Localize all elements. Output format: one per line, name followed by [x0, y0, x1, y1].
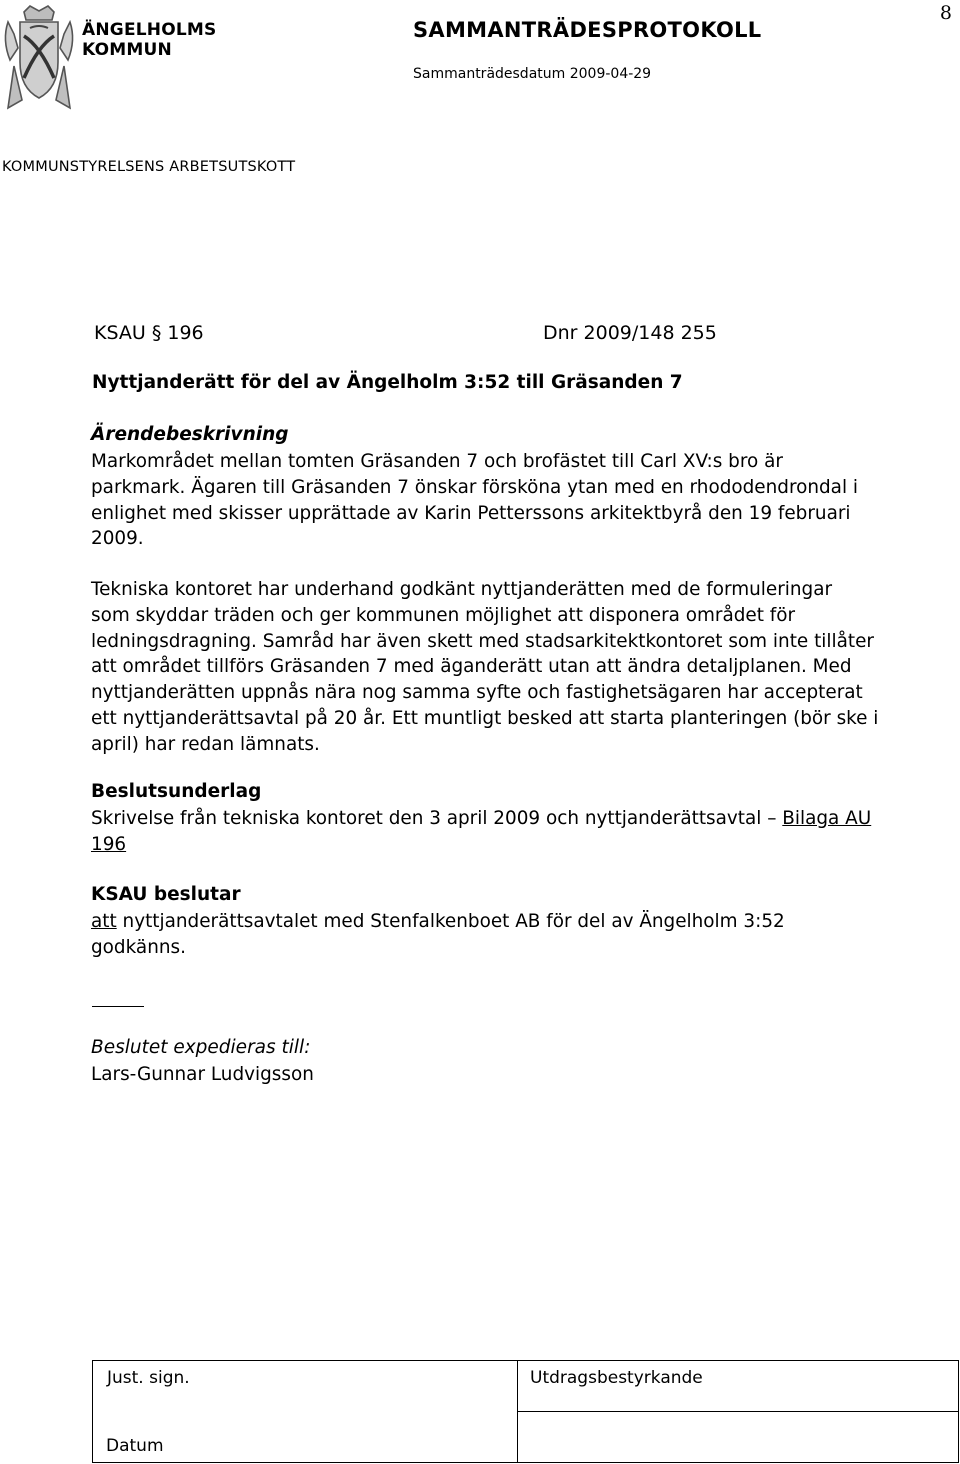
basis-description: Skrivelse från tekniska kontoret den 3 april 2009 och nyttjanderättsavtal –: [91, 808, 783, 829]
document-title: SAMMANTRÄDESPROTOKOLL: [413, 18, 762, 42]
decision-text: [91, 909, 785, 961]
logo-text-line2: KOMMUN: [82, 40, 172, 60]
case-reference: KSAU § 196: [94, 322, 204, 344]
certified-label: Utdragsbestyrkande: [530, 1368, 703, 1388]
text-line: att området tillförs Gräsanden 7 med äganderätt utan att ändra detaljplanen. Med: [91, 656, 852, 678]
text-line: nyttjanderätten uppnås nära nog samma syfte och fastighetsägaren har accepterat: [91, 682, 863, 704]
just-sign-label: Just. sign.: [107, 1368, 190, 1388]
decision-line-2: godkänns.: [91, 936, 186, 958]
coat-of-arms-icon: [0, 4, 78, 114]
separator-line: [92, 1006, 144, 1007]
certified-cell: [518, 1361, 959, 1412]
signature-table: [92, 1360, 959, 1463]
diary-number: Dnr 2009/148 255: [543, 322, 717, 344]
att-keyword: att: [91, 911, 117, 932]
basis-heading: Beslutsunderlag: [91, 781, 262, 802]
attachment-reference-number: 196: [91, 833, 127, 855]
municipality-logo: [0, 4, 217, 114]
distribution-heading: Beslutet expedieras till:: [91, 1037, 311, 1058]
committee-name: KOMMUNSTYRELSENS ARBETSUTSKOTT: [2, 159, 296, 175]
text-line: ett nyttjanderättsavtal på 20 år. Ett muntligt besked att starta planteringen (bör ske i: [91, 707, 879, 729]
text-line: som skyddar träden och ger kommunen möjlighet att disponera området för: [91, 604, 796, 626]
logo-text-line1: ÄNGELHOLMS: [82, 20, 217, 40]
text-line: Markområdet mellan tomten Gräsanden 7 och brofästet till Carl XV:s bro är: [91, 451, 783, 472]
attachment-reference: Bilaga AU: [782, 808, 872, 829]
description-heading: Ärendebeskrivning: [91, 424, 289, 445]
text-line: Tekniska kontoret har underhand godkänt nyttjanderätten med de formuleringar: [91, 579, 833, 600]
date-label: Datum: [106, 1436, 164, 1456]
description-paragraph-1: [91, 449, 858, 552]
text-line: 2009.: [91, 528, 144, 550]
decision-line-1: nyttjanderättsavtalet med Stenfalkenboet AB för del av Ängelholm 3:52: [116, 911, 785, 932]
text-line: parkmark. Ägaren till Gräsanden 7 önskar försköna ytan med en rhododendrondal i: [91, 476, 859, 498]
distribution-recipient: Lars-Gunnar Ludvigsson: [91, 1064, 314, 1085]
text-line: april) har redan lämnats.: [91, 733, 320, 755]
meeting-date: Sammanträdesdatum 2009-04-29: [413, 66, 652, 82]
empty-cell: [518, 1412, 959, 1463]
text-line: enlighet med skisser upprättade av Karin Petterssons arkitektbyrå den 19 februari: [91, 502, 851, 524]
text-line: ledningsdragning. Samråd har även skett med stadsarkitektkontoret som inte tillåter: [91, 630, 874, 652]
basis-text: [91, 806, 871, 858]
description-paragraph-2: [91, 577, 878, 758]
decision-heading: KSAU beslutar: [91, 884, 241, 905]
page-number: 8: [939, 2, 952, 24]
case-title: Nyttjanderätt för del av Ängelholm 3:52 till Gräsanden 7: [92, 372, 683, 393]
